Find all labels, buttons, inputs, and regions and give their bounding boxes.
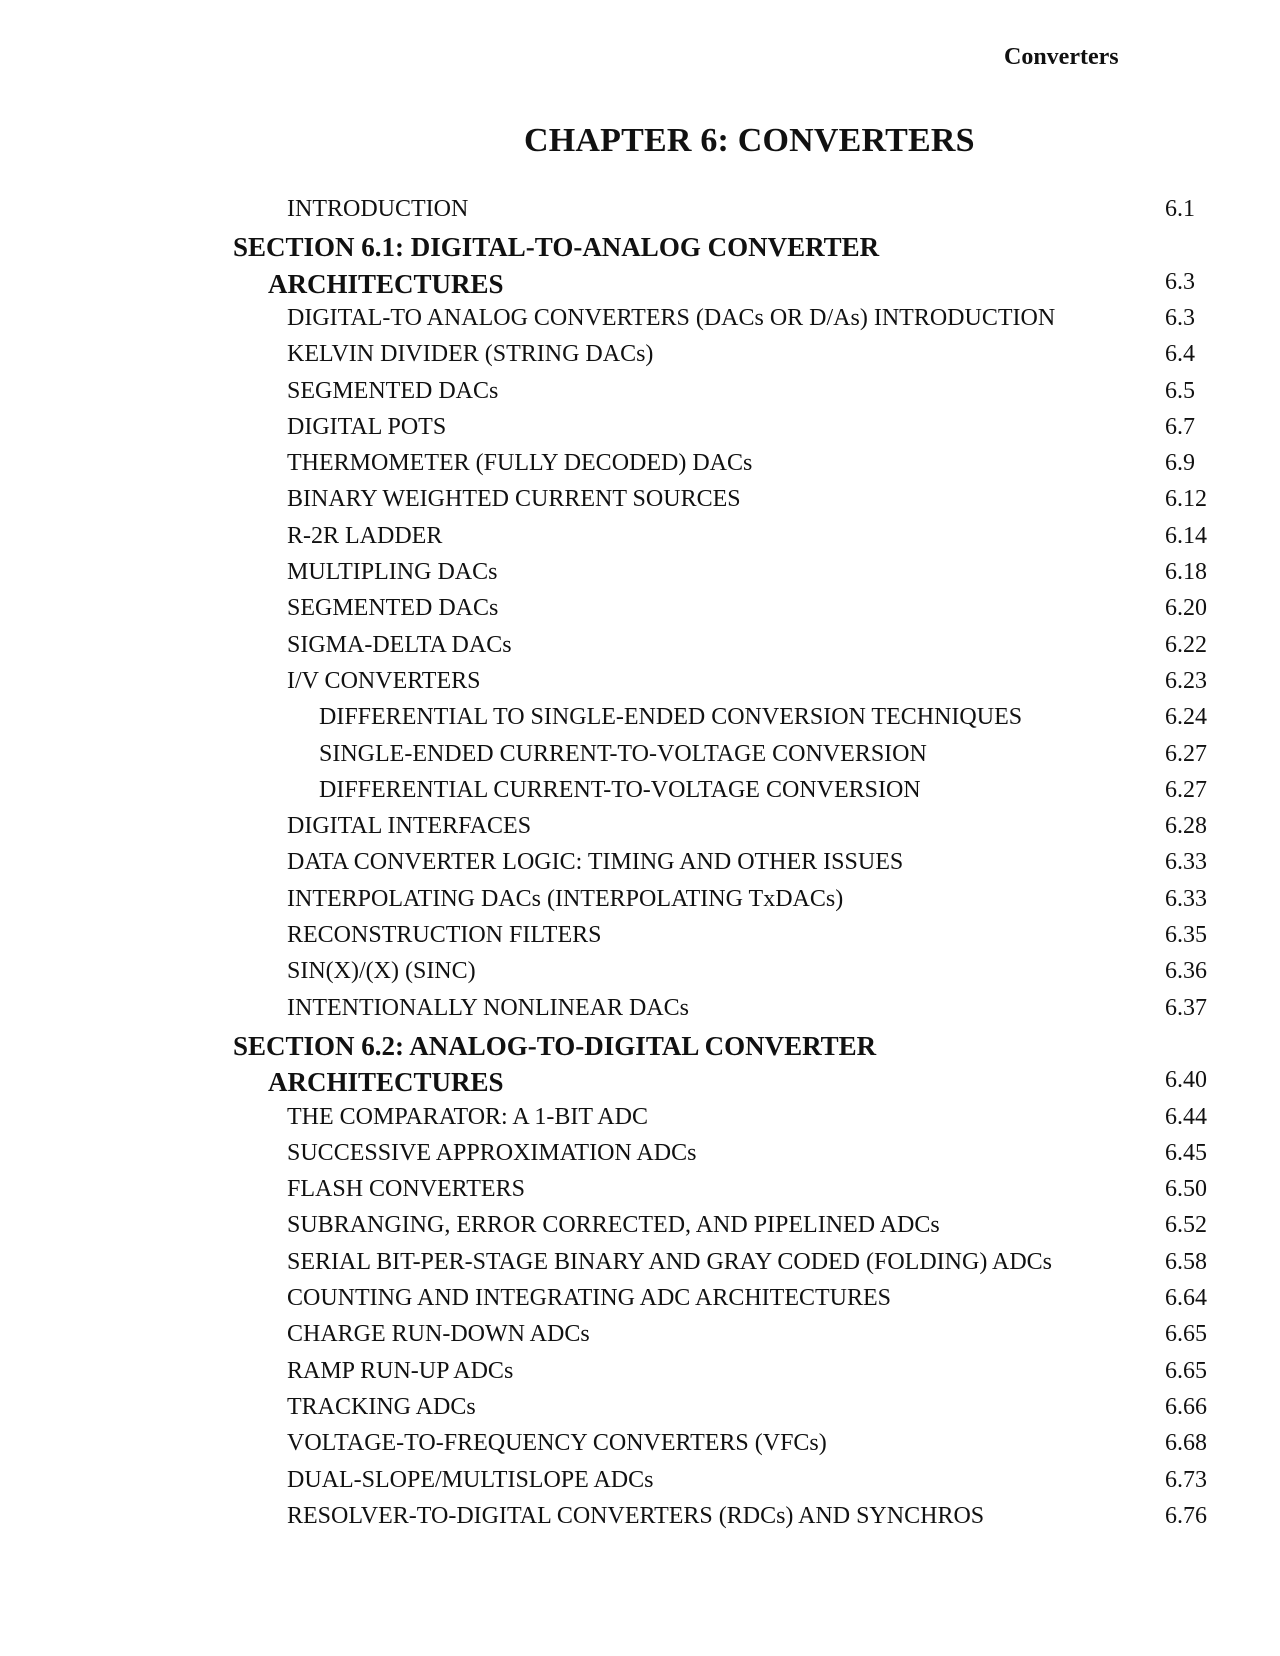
toc-entry bbox=[0, 1249, 1280, 1283]
toc-entry-page: 6.50 bbox=[1165, 1176, 1207, 1202]
toc-entry-page: 6.22 bbox=[1165, 632, 1207, 658]
toc-entry bbox=[0, 414, 1280, 448]
toc-entry-title: I/V CONVERTERS bbox=[287, 668, 481, 694]
toc-entry bbox=[0, 1430, 1280, 1464]
toc-entry-title: SERIAL BIT-PER-STAGE BINARY AND GRAY CODED (FOLDING) ADCs bbox=[287, 1249, 1053, 1275]
toc-entry bbox=[0, 704, 1280, 738]
toc-entry bbox=[0, 196, 1280, 230]
toc-entry-title: MULTIPLING DACs bbox=[287, 559, 498, 585]
toc-entry-page: 6.24 bbox=[1165, 704, 1207, 730]
toc-entry bbox=[0, 341, 1280, 375]
toc-entry bbox=[0, 305, 1280, 339]
toc-entry-title: THERMOMETER (FULLY DECODED) DACs bbox=[287, 450, 753, 476]
toc-entry-page: 6.66 bbox=[1165, 1394, 1207, 1420]
toc-entry-title: DIGITAL-TO ANALOG CONVERTERS (DACs OR D/As) INTRODUCTION bbox=[287, 305, 1056, 331]
toc-entry-title: SEGMENTED DACs bbox=[287, 378, 499, 404]
toc-entry bbox=[0, 1467, 1280, 1501]
chapter-title: CHAPTER 6: CONVERTERS bbox=[524, 122, 975, 159]
toc-entry-page: 6.58 bbox=[1165, 1249, 1207, 1275]
toc-entry bbox=[0, 1212, 1280, 1246]
toc-entry bbox=[0, 1503, 1280, 1537]
toc-entry-title: INTRODUCTION bbox=[287, 196, 469, 222]
toc-entry-page: 6.7 bbox=[1165, 414, 1195, 440]
toc-entry-page: 6.65 bbox=[1165, 1321, 1207, 1347]
toc-entry-page: 6.4 bbox=[1165, 341, 1195, 367]
toc-entry-title: SECTION 6.1: DIGITAL-TO-ANALOG CONVERTER bbox=[233, 232, 880, 262]
toc-entry-title: SIN(X)/(X) (SINC) bbox=[287, 958, 476, 984]
toc-entry-title: VOLTAGE-TO-FREQUENCY CONVERTERS (VFCs) bbox=[287, 1430, 827, 1456]
toc-section-heading bbox=[0, 232, 1280, 266]
toc-entry-page: 6.23 bbox=[1165, 668, 1207, 694]
toc-entry bbox=[0, 450, 1280, 484]
toc-entry-title: DIGITAL POTS bbox=[287, 414, 447, 440]
toc-entry bbox=[0, 1394, 1280, 1428]
toc-entry-title: DUAL-SLOPE/MULTISLOPE ADCs bbox=[287, 1467, 654, 1493]
toc-entry bbox=[0, 958, 1280, 992]
toc-entry-title: SIGMA-DELTA DACs bbox=[287, 632, 512, 658]
toc-entry-title: COUNTING AND INTEGRATING ADC ARCHITECTURES bbox=[287, 1285, 891, 1311]
toc-entry-title: DIFFERENTIAL CURRENT-TO-VOLTAGE CONVERSION bbox=[319, 777, 921, 803]
toc-section-heading bbox=[0, 1067, 1280, 1101]
toc-entry-title: TRACKING ADCs bbox=[287, 1394, 476, 1420]
toc-entry bbox=[0, 1358, 1280, 1392]
toc-entry bbox=[0, 668, 1280, 702]
toc-section-heading bbox=[0, 1031, 1280, 1065]
toc-entry-title: KELVIN DIVIDER (STRING DACs) bbox=[287, 341, 654, 367]
toc-entry-page: 6.36 bbox=[1165, 958, 1207, 984]
toc-section-heading bbox=[0, 269, 1280, 303]
toc-entry-page: 6.44 bbox=[1165, 1104, 1207, 1130]
toc-entry-title: SECTION 6.2: ANALOG-TO-DIGITAL CONVERTER bbox=[233, 1031, 877, 1061]
toc-entry bbox=[0, 378, 1280, 412]
toc-entry-title: RECONSTRUCTION FILTERS bbox=[287, 922, 602, 948]
toc-entry-title: SUBRANGING, ERROR CORRECTED, AND PIPELINED ADCs bbox=[287, 1212, 940, 1238]
toc-entry bbox=[0, 1104, 1280, 1138]
toc-entry bbox=[0, 777, 1280, 811]
toc-entry-title: DIFFERENTIAL TO SINGLE-ENDED CONVERSION TECHNIQUES bbox=[319, 704, 1023, 730]
toc-entry bbox=[0, 813, 1280, 847]
toc-entry-title: RESOLVER-TO-DIGITAL CONVERTERS (RDCs) AND SYNCHROS bbox=[287, 1503, 985, 1529]
toc-entry-page: 6.52 bbox=[1165, 1212, 1207, 1238]
toc-entry bbox=[0, 559, 1280, 593]
toc-entry-page: 6.9 bbox=[1165, 450, 1195, 476]
toc-entry-page: 6.33 bbox=[1165, 849, 1207, 875]
toc-entry bbox=[0, 486, 1280, 520]
toc-entry-page: 6.12 bbox=[1165, 486, 1207, 512]
toc-entry-title: SINGLE-ENDED CURRENT-TO-VOLTAGE CONVERSION bbox=[319, 741, 927, 767]
toc-entry-page: 6.33 bbox=[1165, 886, 1207, 912]
toc-entry bbox=[0, 1176, 1280, 1210]
toc-entry-page: 6.64 bbox=[1165, 1285, 1207, 1311]
toc-entry-page: 6.5 bbox=[1165, 378, 1195, 404]
toc-entry-page: 6.65 bbox=[1165, 1358, 1207, 1384]
toc-entry bbox=[0, 595, 1280, 629]
toc-entry-title: DATA CONVERTER LOGIC: TIMING AND OTHER ISSUES bbox=[287, 849, 904, 875]
toc-entry-title: ARCHITECTURES bbox=[268, 1067, 504, 1097]
toc-entry-title: SEGMENTED DACs bbox=[287, 595, 499, 621]
toc-entry-page: 6.27 bbox=[1165, 741, 1207, 767]
toc-entry-title: ARCHITECTURES bbox=[268, 269, 504, 299]
toc-entry-title: CHARGE RUN-DOWN ADCs bbox=[287, 1321, 590, 1347]
running-header: Converters bbox=[1004, 44, 1119, 70]
toc-entry-page: 6.28 bbox=[1165, 813, 1207, 839]
toc-entry-page: 6.3 bbox=[1165, 269, 1195, 295]
toc-entry-page: 6.68 bbox=[1165, 1430, 1207, 1456]
toc-entry-page: 6.1 bbox=[1165, 196, 1195, 222]
toc-entry bbox=[0, 632, 1280, 666]
toc-entry-title: SUCCESSIVE APPROXIMATION ADCs bbox=[287, 1140, 697, 1166]
toc-entry bbox=[0, 1321, 1280, 1355]
toc-entry bbox=[0, 1285, 1280, 1319]
toc-entry-title: INTENTIONALLY NONLINEAR DACs bbox=[287, 995, 689, 1021]
toc-entry bbox=[0, 886, 1280, 920]
toc-entry-page: 6.27 bbox=[1165, 777, 1207, 803]
toc-entry-title: FLASH CONVERTERS bbox=[287, 1176, 525, 1202]
toc-entry-page: 6.37 bbox=[1165, 995, 1207, 1021]
toc-entry-page: 6.20 bbox=[1165, 595, 1207, 621]
toc-entry-page: 6.35 bbox=[1165, 922, 1207, 948]
toc-entry-title: THE COMPARATOR: A 1-BIT ADC bbox=[287, 1104, 648, 1130]
toc-entry-page: 6.73 bbox=[1165, 1467, 1207, 1493]
toc-entry-page: 6.40 bbox=[1165, 1067, 1207, 1093]
toc-entry-title: R-2R LADDER bbox=[287, 523, 443, 549]
toc-entry-page: 6.18 bbox=[1165, 559, 1207, 585]
toc-entry bbox=[0, 741, 1280, 775]
toc-entry bbox=[0, 523, 1280, 557]
toc-entry-page: 6.76 bbox=[1165, 1503, 1207, 1529]
toc-entry-page: 6.3 bbox=[1165, 305, 1195, 331]
toc-entry-title: BINARY WEIGHTED CURRENT SOURCES bbox=[287, 486, 741, 512]
toc-entry-title: DIGITAL INTERFACES bbox=[287, 813, 532, 839]
toc-entry bbox=[0, 849, 1280, 883]
toc-entry bbox=[0, 995, 1280, 1029]
toc-entry bbox=[0, 1140, 1280, 1174]
toc-entry bbox=[0, 922, 1280, 956]
toc-entry-page: 6.14 bbox=[1165, 523, 1207, 549]
toc-entry-page: 6.45 bbox=[1165, 1140, 1207, 1166]
toc-entry-title: INTERPOLATING DACs (INTERPOLATING TxDACs) bbox=[287, 886, 844, 912]
toc-entry-title: RAMP RUN-UP ADCs bbox=[287, 1358, 514, 1384]
